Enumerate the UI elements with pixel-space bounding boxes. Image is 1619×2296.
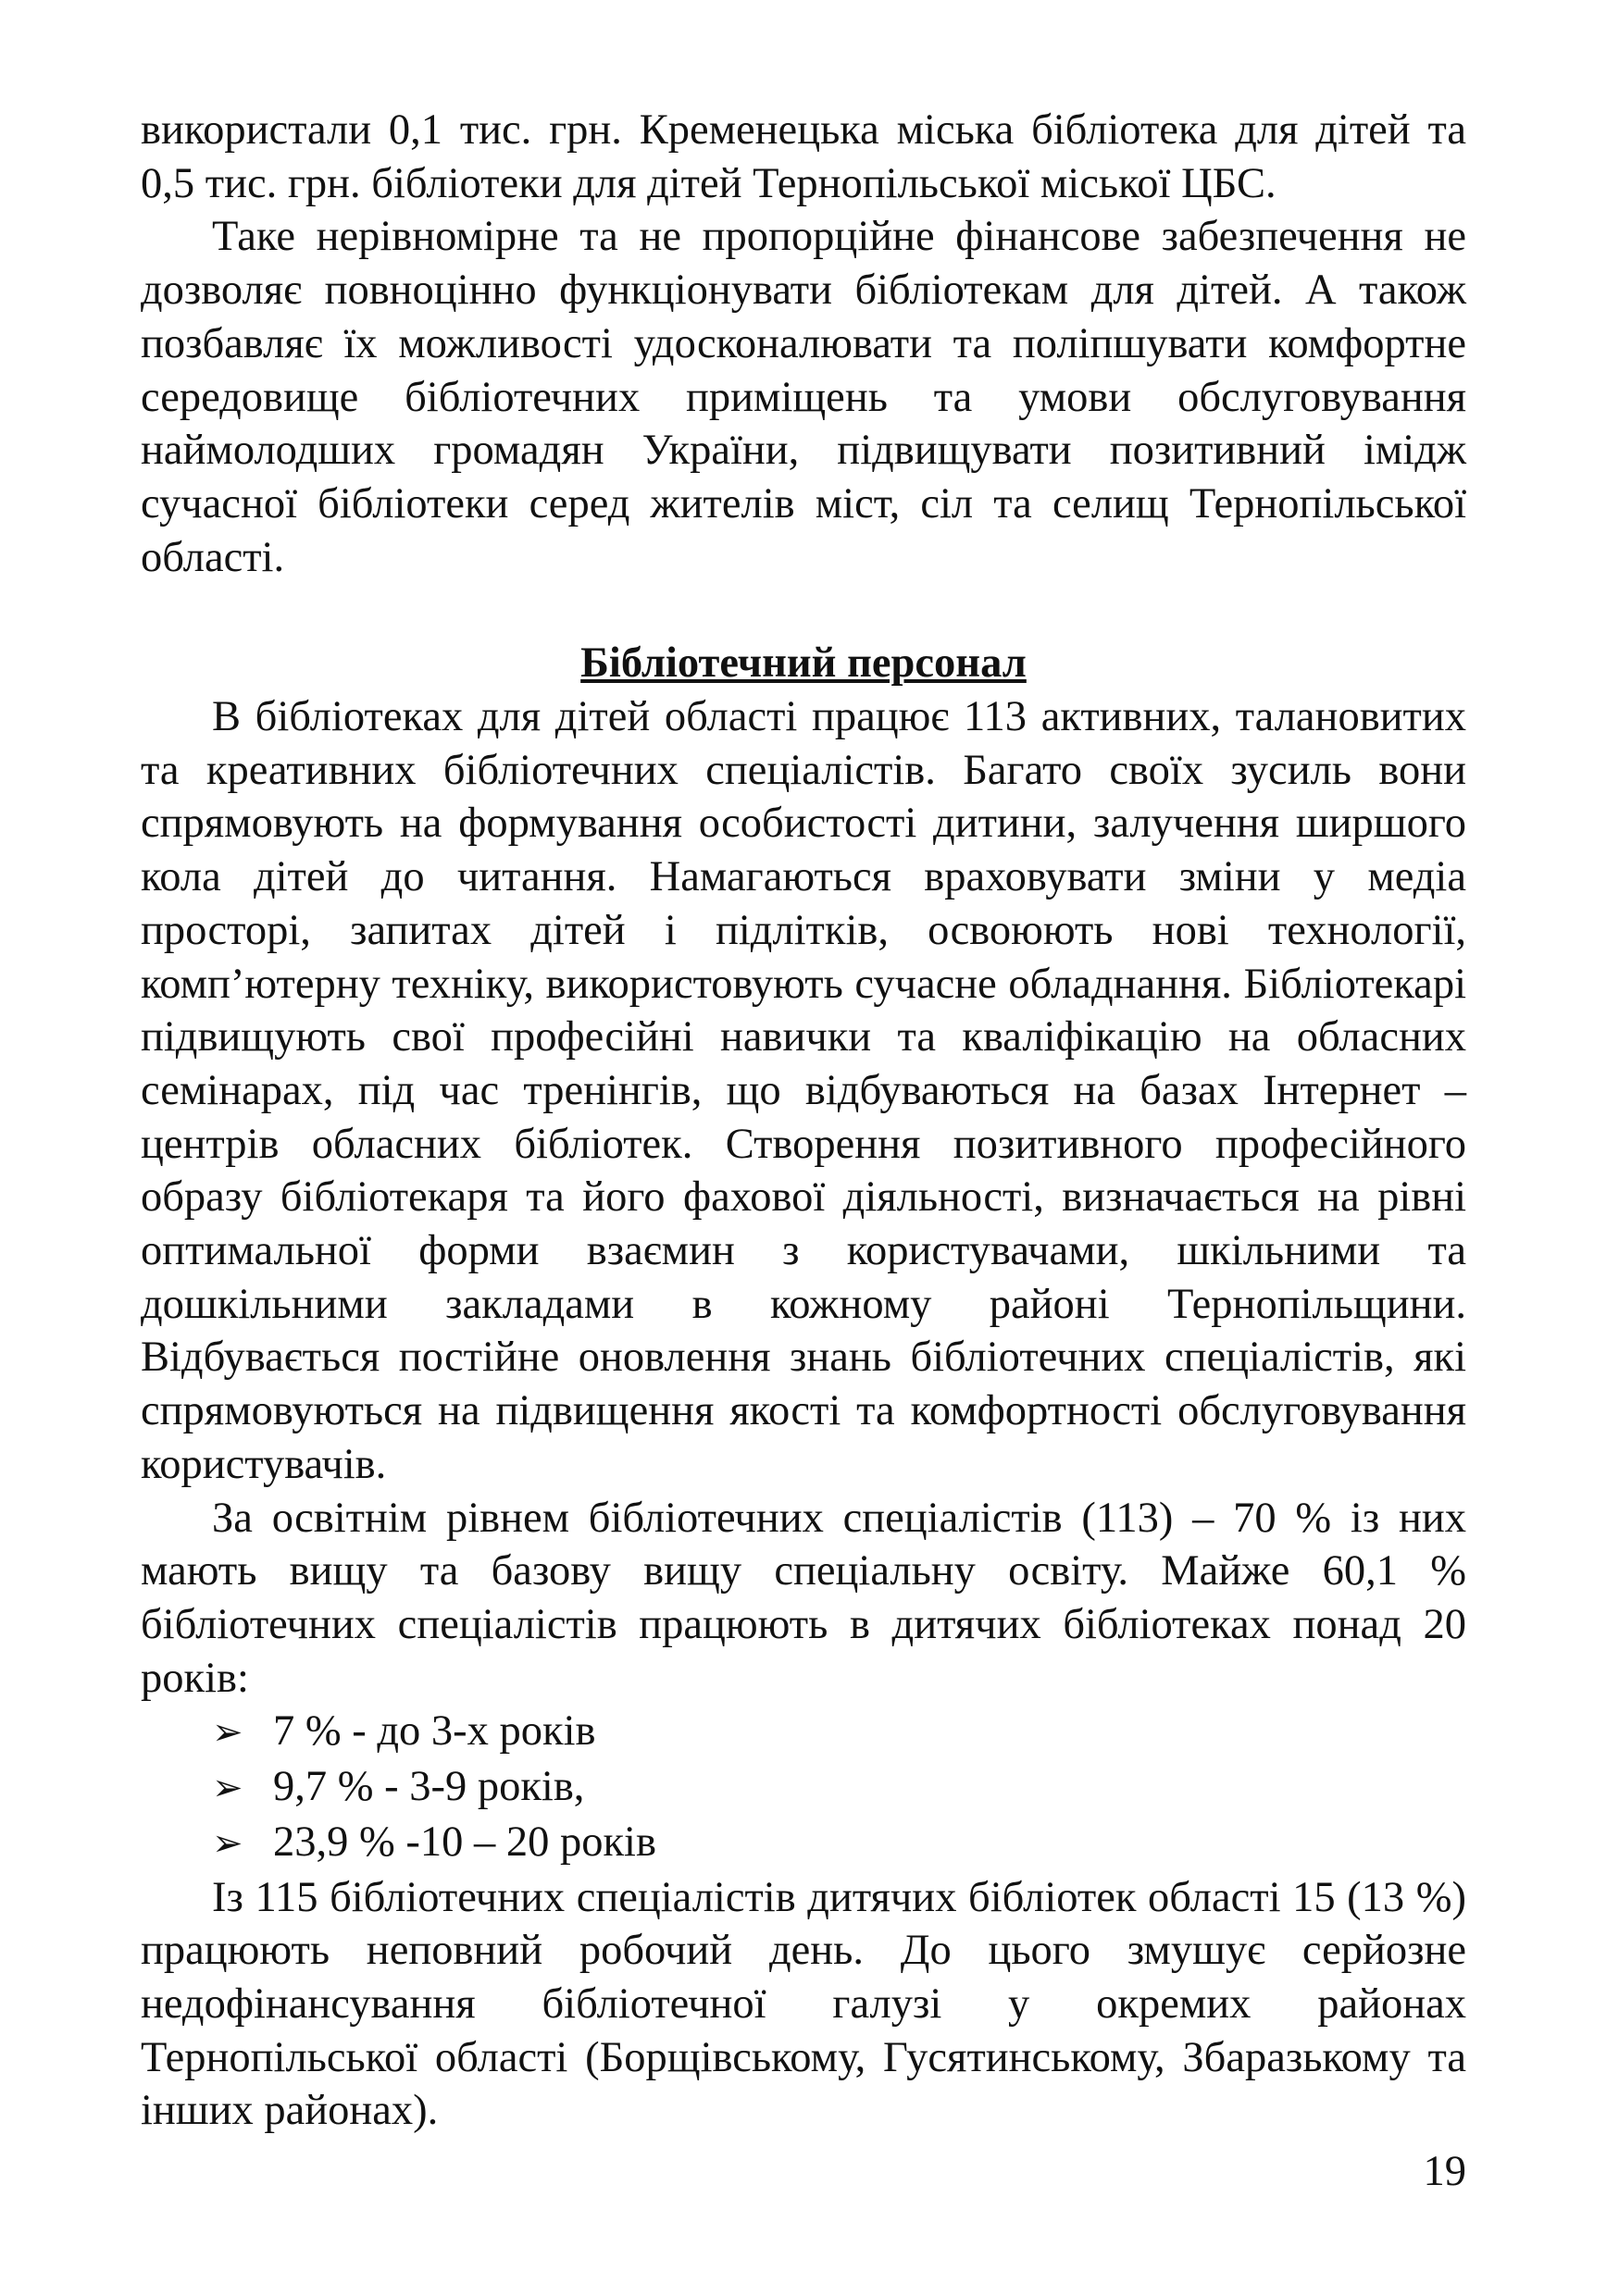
paragraph-funding-continued: використали 0,1 тис. грн. Кременецька міська бібліотека для дітей та 0,5 тис. грн. бібліотеки для дітей Тернопільської міської ЦБС. [141,106,1466,207]
section-heading: Бібліотечний персонал [580,639,1027,688]
list-item-text: 23,9 % -10 – 20 років [273,1818,656,1866]
page-body [141,104,1466,2138]
list-item-text: 7 % - до 3-х років [273,1707,596,1756]
paragraph-uneven-funding: Таке нерівномірне та не пропорційне фінансове забезпечення не дозволяє повноцінно функціонувати бібліотекам для дітей. А також позбавляє їх можливості удосконалювати та поліпшувати комфортне середовище бібліотечних приміщень та умови обслуговування наймолодших громадян України, підвищувати позитивний імідж сучасної бібліотеки серед жителів міст, сіл та селищ Тернопільської області. [141,213,1466,581]
arrow-bullet-icon: ➢ [212,1711,243,1755]
page-number: 19 [1423,2148,1466,2195]
arrow-bullet-icon: ➢ [212,1767,243,1810]
arrow-bullet-icon: ➢ [212,1821,243,1865]
list-item [141,1816,1466,1871]
list-item [141,1705,1466,1760]
list-item [141,1760,1466,1816]
paragraph-part-time: Із 115 бібліотечних спеціалістів дитячих бібліотек області 15 (13 %) працюють неповний робочий день. До цього змушує серйозне недофінансування бібліотечної галузі у окремих районах Тернопільської області (Борщівському, Гусятинському, Збаразькому та інших районах). [141,1873,1466,2135]
paragraph-staff-overview: В бібліотеках для дітей області працює 113 активних, талановитих та креативних бібліотечних спеціалістів. Багато своїх зусиль вони спрямовують на формування особистості дитини, залучення ширшого кола дітей до читання. Намагаються враховувати зміни у медіа просторі, запитах дітей і підлітків, освоюють нові технології, комп’ютерну техніку, використовують сучасне обладнання. Бібліотекарі підвищують свої професійні навички та кваліфікацію на обласних семінарах, під час тренінгів, що відбуваються на базах Інтернет – центрів обласних бібліотек. Створення позитивного професійного образу бібліотекаря та його фахової діяльності, визначається на рівні оптимальної форми взаємин з користувачами, шкільними та дошкільними закладами в кожному районі Тернопільщини. Відбувається постійне оновлення знань бібліотечних спеціалістів, які спрямовуються на підвищення якості та комфортності обслуговування користувачів. [141,693,1466,1488]
paragraph-education-level: За освітнім рівнем бібліотечних спеціалістів (113) – 70 % із них мають вищу та базову вищу спеціальну освіту. Майже 60,1 % бібліотечних спеціалістів працюють в дитячих бібліотеках понад 20 років: [141,1494,1466,1702]
list-item-text: 9,7 % - 3-9 років, [273,1763,585,1811]
experience-list [141,1705,1466,1870]
